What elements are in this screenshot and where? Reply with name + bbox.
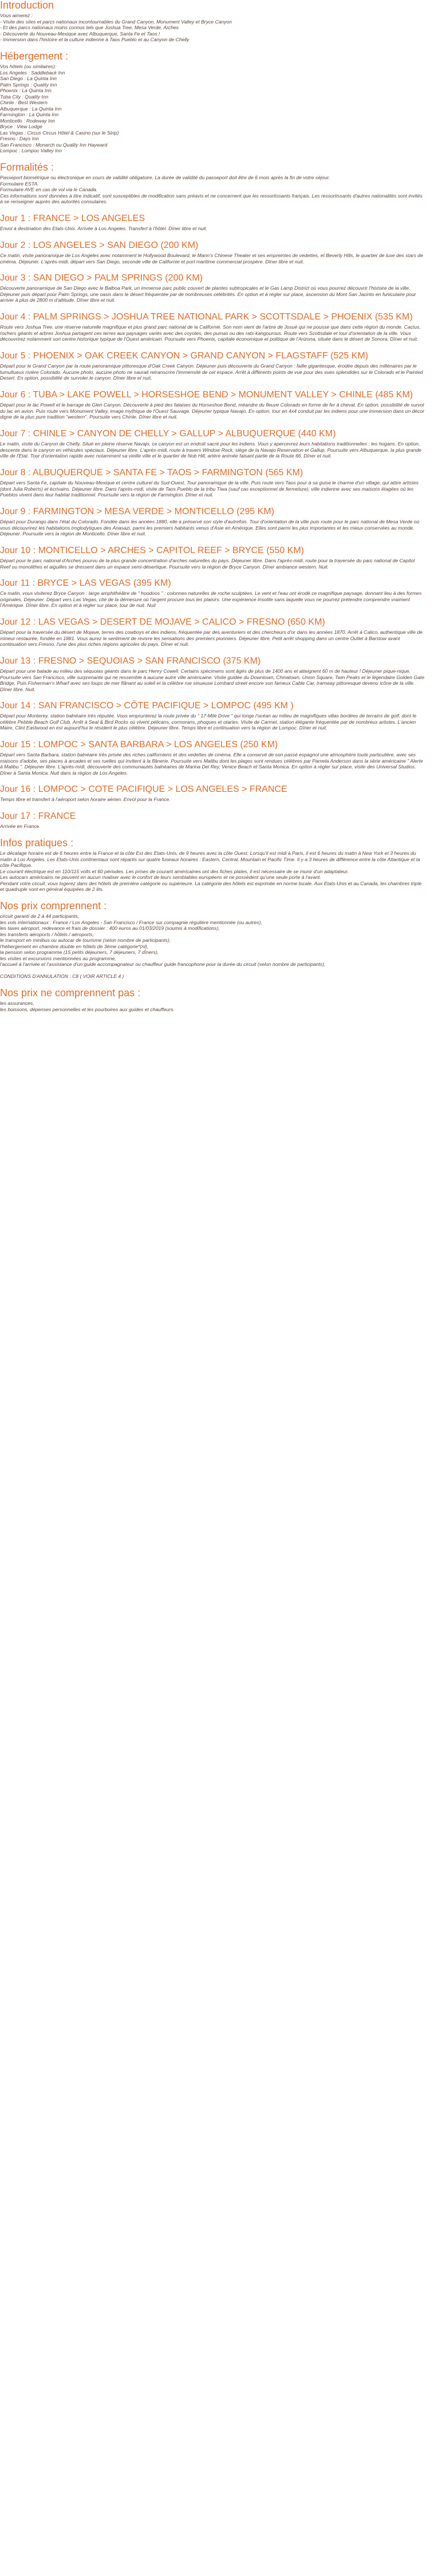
section-title: Jour 1 : FRANCE > LOS ANGELES: [0, 214, 145, 223]
section-body: [0, 752, 425, 776]
body-line: les transferts aéroports / hôtels / aéroports,: [0, 931, 94, 937]
body-line: Ce matin, vous visiterez Bryce Canyon : large amphithéâtre de " hoodoos " : colonnes naturelles de roche sculptées. Le vent et l'eau ont érodé ce magnifique paysage, donnant lieu à des formes originales. Déjeuner. Départ vers Las Vegas, cité de la démesure où l'argent procure tous les plaisirs. Une expérience insolite sans laquelle vous ne pourrez prétendre comprendre vraiment l'Amérique. Dîner libre. En option et à régler sur place, tour de nuit. Nuit: [0, 590, 423, 608]
body-line: le transport en minibus ou autocar de tourisme (selon nombre de participants),: [0, 937, 171, 943]
section-title: Jour 9 : FARMINGTON > MESA VERDE > MONTICELLO (295 KM): [0, 507, 274, 516]
body-line: Départ pour la traversée du désert de Mojave, terres des cowboys et des indiens, fréquentée par des aventuriers et des chercheurs d'or dans les années 1870. Arrêt à Calico, authentique ville de mineur restaurée, fondée en 1881. Vous aurez le sentiment de revivre les sensations des premiers pionniers. Déjeuner libre. Petit arrêt shopping dans un centre Outlet à Barstow avant continuation vers Fresno, l'une des plus riches régions agricoles du pays. Dîner et nuit.: [0, 629, 424, 647]
body-line: San Diego : La Quinta Inn: [0, 76, 57, 81]
body-line: Route vers Joshua Tree, une réserve naturelle magnifique et plus grand parc national de la Californie. Son nom vient de l'arbre de Josué qui ne pousse que dans cette région du monde. Cactus, rochers géants et arbres Joshua partagent ces terres aux paysages variés avec des coyotes, des pumas ou des rats-kangourous. Route vers Scottsdale et tour d'orientation de la ville. Vous découvrirez notamment son centre historique typique de l'Ouest américain. Poursuite vers Phoenix, capitale économique et politique de l'Arizona, située dans le désert de Sonora. Dîner et nuit.: [0, 324, 423, 342]
body-line: Palm Springs : Quality Inn: [0, 81, 57, 88]
body-line: Farmington : La Quinta Inn: [0, 112, 59, 117]
section-body: [0, 913, 425, 980]
section-title: Formalités :: [0, 161, 54, 173]
section-body: [0, 363, 425, 381]
body-line: Départ pour Monterey, station balnéaire très réputée. Vous emprunterez la route privée du " 17-Mile Drive " qui longe l'océan au milieu de magnifiques villas bordées de terrains de golf, dont le célèbre Pebble Beach Golf Club. Arrêt à Seal & Bird Rocks où vivent pélicans, cormorans, phoques et otaries. Visite de Carmel, station élégante fréquentée par de nombreux artistes. L'ancien Maire, Clint Eastwood en est aujourd'hui le résident le plus célèbre. Déjeuner libre. Temps libre et continuation vers la région de Lompoc. Dîner et nuit.: [0, 713, 418, 731]
body-line: Bryce : View Lodge: [0, 124, 42, 129]
body-line: CONDITIONS D'ANNULATION : C8 ( VOIR ARTICLE 4 ): [0, 973, 124, 979]
section-body: [0, 668, 425, 692]
body-line: Formulaire ESTA.: [0, 180, 39, 187]
section-title: Hébergement :: [0, 50, 69, 62]
body-line: les taxes aéroport, redevance et frais de dossier : 400 euros au 01/03/2019 (soumis à modifications),: [0, 925, 220, 931]
body-line: Las Vegas : Circus Circus Hôtel & Casino (sur le Strip): [0, 129, 119, 136]
section-body: [0, 519, 425, 537]
section-body: [0, 226, 425, 232]
section-title: Jour 14 : SAN FRANCISCO > CÔTE PACIFIQUE > LOMPOC (495 KM ): [0, 701, 294, 711]
body-line: Le matin, visite du Canyon de Chelly. Situé en pleine réserve Navajo, ce canyon est un endroit sacré pour les indiens. Vous y apercevrez leurs habitations traditionnelles : les hogans. En option, descente dans le canyon en véhicules spéciaux. Déjeuner libre. L'après-midi, route à travers Window Rock, siège de la Navajo Reservation et Gallup. Poursuite vers Albuquerque, la plus grande ville de l'Etat. Tour d'orientation rapide avec notamment sa vieille ville et le quartier de Nob Hill, artère animée faisant partie de la Route 66. Dîner et nuit.: [0, 441, 423, 459]
body-line: Pendant votre circuit, vous logerez dans des hôtels de première catégorie ou supérieure. La catégorie des hôtels est exprimée en norme locale. Aux Etats-Unis et au Canada, les chambres triple et quadruple sont en général équipées de 2 lits.: [0, 880, 423, 892]
section-title: Jour 16 : LOMPOC > COTE PACIFIQUE > LOS ANGELES > FRANCE: [0, 784, 287, 794]
section-body: [0, 324, 425, 342]
body-line: Fresno : Days Inn: [0, 136, 39, 141]
body-line: Vos hôtels (ou similaires):: [0, 64, 57, 69]
section-title: Jour 6 : TUBA > LAKE POWELL > HORSESHOE BEND > MONUMENT VALLEY > CHINLE (485 KM): [0, 390, 413, 400]
body-line: Ce matin, visite panoramique de Los Angeles avec notamment le Hollywood Boulevard, le Mann's Chinese Theater et ses empreintes de vedettes, et Beverly Hills, le quartier de luxe des stars de cinéma. Déjeuner. L'après-midi, départ vers San Diego, seconde ville de Californie et port maritime commercial prospère. Dîner libre et nuit.: [0, 253, 425, 265]
section-body: [0, 253, 425, 265]
section-title: Nos prix ne comprennent pas :: [0, 987, 141, 999]
section-title: Introduction: [0, 0, 54, 11]
body-line: Départ vers Santa Fe, capitale du Nouveau-Mexique et centre culturel du Sud-Ouest. Tour panoramique de la ville. Puis route vers Taos pour à sa guise le charme d'un village, qui attire artistes (dont Julia Roberts) et écrivains. Déjeuner libre. Dans l'après-midi, visite de Taos Pueblo de la tribu Tiwa (sauf cas exceptionnel de fermeture), ville indienne avec ses maisons étagées où les Pueblos vivent dans leur habitat traditionnel. Poursuite vers la région de Farmington. Dîner et nuit.: [0, 480, 420, 498]
body-line: Formulaire AVE en cas de vol via le Canada.: [0, 187, 98, 192]
body-line: Départ pour une balade au milieu des séquoias géants dans le parc Henry Cowell. Certains spécimens sont âgés de plus de 1400 ans et atteignent 60 m de hauteur ! Déjeuner pique-nique. Poursuite vers San Francisco, ville surprenante qui ne ressemble à aucune autre ville américaine. Visite guidée du Downtown, Chinatown, Union Square, Twin Peaks et le légendaire Golden Gate Bridge, Puis Fisherman's Wharf avec ses loups de mer flânant au soleil et la célèbre rue sinueuse Lombard street encore son fameux Cable Car, tramway pittoresque devenu icône de la ville. Dîner libre. Nuit.: [0, 668, 426, 692]
body-line: - Visite des sites et parcs nationaux incontournables du Grand Canyon, Monument Valley et Bryce Canyon: [0, 18, 232, 25]
section-title: Nos prix comprennent :: [0, 900, 107, 912]
section-title: Jour 13 : FRESNO > SEQUOIAS > SAN FRANCISCO (375 KM): [0, 656, 261, 666]
section-body: [0, 64, 425, 154]
section-title: Jour 17 : FRANCE: [0, 811, 76, 821]
body-line: Départ pour Durango dans l'état du Colorado. Fondée dans les années 1880, elle a préservé son style d'autrefois. Tour d'orientation de la ville puis route pour le parc national de Mesa Verde où vous découvrirez les habitations troglodytiques des Anasazi, parmi les premiers habitants venus d'Asie en Amérique. Elles sont parmi les plus importantes et les mieux conservées au monde. Déjeuner. Poursuite vers la région de Monticello. Dîner libre et nuit.: [0, 519, 421, 536]
body-line: - Immersion dans l'histoire et la culture indienne à Taos Pueblo et au Canyon de Chelly: [0, 37, 190, 42]
body-line: les vols internationaux : France / Los Angeles - San Francisco / France sur compagnie régulière mentionnée (ou autres),: [0, 919, 262, 925]
body-line: Arrivée en France.: [0, 823, 41, 829]
body-line: San Francisco : Monarch ou Quality Inn Hayward: [0, 141, 108, 148]
body-line: les visites et excursions mentionnées au programme,: [0, 955, 116, 961]
section-title: Jour 8 : ALBUQUERQUE > SANTA FE > TAOS > FARMINGTON (565 KM): [0, 468, 303, 478]
section-body: [0, 1000, 425, 1012]
body-line: Les autocars américains ne peuvent en aucun rivaliser avec le confort de leurs semblables européens et ne possèdent qu'une seule porte à l'avant.: [0, 874, 321, 880]
body-line: Passeport biométrique ou électronique en cours de validité obligatoire. La durée de validité du passeport doit être de 6 mois après la fin de votre séjour.: [0, 175, 330, 180]
section-title: Jour 10 : MONTICELLO > ARCHES > CAPITOL REEF > BRYCE (550 KM): [0, 546, 304, 555]
body-line: Phoenix : La Quinta Inn: [0, 88, 52, 93]
body-line: Vous aimerez :: [0, 13, 33, 18]
section-body: [0, 796, 425, 803]
body-line: Tuba City : Quality Inn: [0, 93, 49, 100]
section-title: Jour 2 : LOS ANGELES > SAN DIEGO (200 KM): [0, 240, 199, 250]
body-line: Envol à destination des Etats-Unis. Arrivée à Los Angeles. Transfert à l'hôtel. Dîner libre et nuit.: [0, 226, 207, 231]
body-line: les boissons, dépenses personnelles et les pourboires aux guides et chauffeurs.: [0, 1006, 175, 1012]
section-body: [0, 13, 425, 43]
body-line: Départ pour le Grand Canyon par la route panoramique pittoresque d'Oak Creek Canyon. Déjeuner puis découverte du Grand Canyon : faille gigantesque, érodée depuis des millénaires par le tumultueux rivière Colorado. Aucune photo, aucune photo ne saurait retranscrire l'immensité de cet espace. Arrêt à différents points de vue pour des vues splendides sur le Colorado et le Painted Desert. En option, possibilité de survoler le canyon. Dîner libre et nuit.: [0, 363, 424, 381]
section-title: Infos pratiques :: [0, 837, 74, 849]
body-line: Découverte panoramique de San Diego avec le Balboa Park, un immense parc public couvert de plantes subtropicales et le Gas Lamp District où vous pourrez découvrir l'histoire de la ville. Déjeuner puis départ pour Palm Springs, une oasis dans le désert fréquentée par de nombreuses célébrités. En option et à régler sur place, ascension du Mont San Jacinto en funiculaire pour arriver à plus de 2800 m d'altitude. Dîner libre et nuit.: [0, 285, 417, 303]
body-line: l'accueil à l'arrivée et l'assistance d'un guide accompagnateur ou chauffeur guide francophone pour la durée du circuit (selon nombre de participants),: [0, 961, 326, 967]
section-body: [0, 850, 425, 893]
body-line: Départ vers Santa Barbara, station balnéaire très prisée des riches californiens et des vedettes de cinéma. Elle a conservé de son passé espagnol une atmosphère toute particulière, avec ses maisons d'adobe, ses places à arcades et ses ruelles qui invitent à la flânerie. Poursuite vers Malibu dont les plages sont rendues célèbres par Pamela Anderson dans la série américaine " Alerte à Malibu ". Déjeuner libre. L'après-midi, découverte des communautés balnéaires de Marina Del Rey, Venice Beach et Santa Monica. En option à régler sur place, visite des Universal Studios. Dîner à Santa Monica. Nuit dans la région de Los Angeles.: [0, 752, 425, 776]
body-line: Le courant électrique est en 110/115 volts et 60 périodes. Les prises de courant américaines ont des fiches plates, il est nécessaire de se munir d'un adaptateur.: [0, 868, 349, 874]
section-title: Jour 5 : PHOENIX > OAK CREEK CANYON > GRAND CANYON > FLAGSTAFF (525 KM): [0, 351, 368, 361]
body-line: [0, 968, 425, 974]
body-line: Temps libre et transfert à l'aéroport selon horaire aérien. Envol pour la France.: [0, 796, 171, 802]
body-line: Départ pour le lac Powell et le barrage de Glen Canyon. Découverte à pied des falaises du Horseshoe Bend, méandre du fleuve Colorado en forme de fer à cheval. En option, possibilité de survol du lac en avion. Puis route vers Monument Valley, image mythique de l'Ouest Sauvage. Déjeuner typique Navajo. En option, tour en 4x4 conduit par les indiens pour une immersion dans un décor digne de la plus pure tradition "western". Poursuite vers Chinle. Dîner libre et nuit.: [0, 402, 426, 420]
section-body: [0, 590, 425, 609]
section-body: [0, 441, 425, 459]
body-line: Albuquerque : La Quinta Inn: [0, 105, 62, 112]
section-body: [0, 285, 425, 303]
body-line: l'hébergement en chambre double en hôtels de 3ème catégorie*(nl),: [0, 943, 149, 949]
body-line: circuit garanti de 2 à 44 participants,: [0, 913, 80, 919]
body-line: les assurances,: [0, 1000, 34, 1006]
section-body: [0, 629, 425, 648]
body-line: Ces informations sont données à titre indicatif, sont susceptibles de modification sans préavis et ne concernent que les ressortissants français. Les ressortissants d'autres nationalités sont invités à se renseigner auprès des autorités consulaires.: [0, 192, 424, 204]
body-line: Départ pour le parc national d'Arches pourvu de la plus grande concentration d'arches naturelles du pays. Déjeuner libre. Dans l'après-midi, route pour la traversée du parc national de Capitol Reef ou monolithes et aiguilles se dressent dans un espace semi-désertique. Poursuite vers la région de Bryce Canyon. Dîner ambiance western. Nuit.: [0, 558, 416, 570]
section-body: [0, 480, 425, 498]
body-line: Monticello : Rodeway Inn: [0, 117, 56, 124]
body-line: Chinle : Best Western: [0, 100, 48, 105]
body-line: la pension selon programme (15 petits déjeuners, 7 déjeuners, 7 dîners),: [0, 949, 159, 955]
section-title: Jour 12 : LAS VEGAS > DESERT DE MOJAVE > CALICO > FRESNO (650 KM): [0, 617, 325, 627]
section-title: Jour 15 : LOMPOC > SANTA BARBARA > LOS ANGELES (250 KM): [0, 740, 278, 749]
body-line: Los Angeles : Saddleback Inn: [0, 69, 65, 76]
section-body: [0, 558, 425, 570]
section-body: [0, 402, 425, 420]
section-title: Jour 3 : SAN DIEGO > PALM SPRINGS (200 KM): [0, 273, 203, 283]
body-line: Lompoc : Lompoc Valley Inn: [0, 148, 62, 153]
body-line: Le décalage horaire est de 6 heures entre la France et la côte Est des Etats-Unis, de 9 heures avec la côte Ouest. Lorsqu'il est midi à Paris, il est 6 heures du matin à New York et 3 heures du matin à Los Angeles. Les Etats-Unis continentaux sont répartis sur quatre fuseaux horaires : Eastern, Central, Mountain et Pacific Time. Il y a 3 heures de différence entre la côte Atlantique et la côte Pacifique.: [0, 850, 421, 868]
section-body: [0, 823, 425, 830]
section-body: [0, 175, 425, 205]
section-title: Jour 4 : PALM SPRINGS > JOSHUA TREE NATIONAL PARK > SCOTTSDALE > PHOENIX (535 KM): [0, 312, 413, 322]
body-line: - Découverte du Nouveau-Mexique avec Albuquerque, Santa Fe et Taos !: [0, 30, 160, 37]
section-body: [0, 713, 425, 731]
body-line: - Et des parcs nationaux moins connus tels que Joshua Tree, Mesa Verde, Arches: [0, 25, 179, 30]
section-title: Jour 7 : CHINLE > CANYON DE CHELLY > GALLUP > ALBUQUERQUE (440 KM): [0, 429, 336, 439]
section-title: Jour 11 : BRYCE > LAS VEGAS (395 KM): [0, 578, 171, 588]
